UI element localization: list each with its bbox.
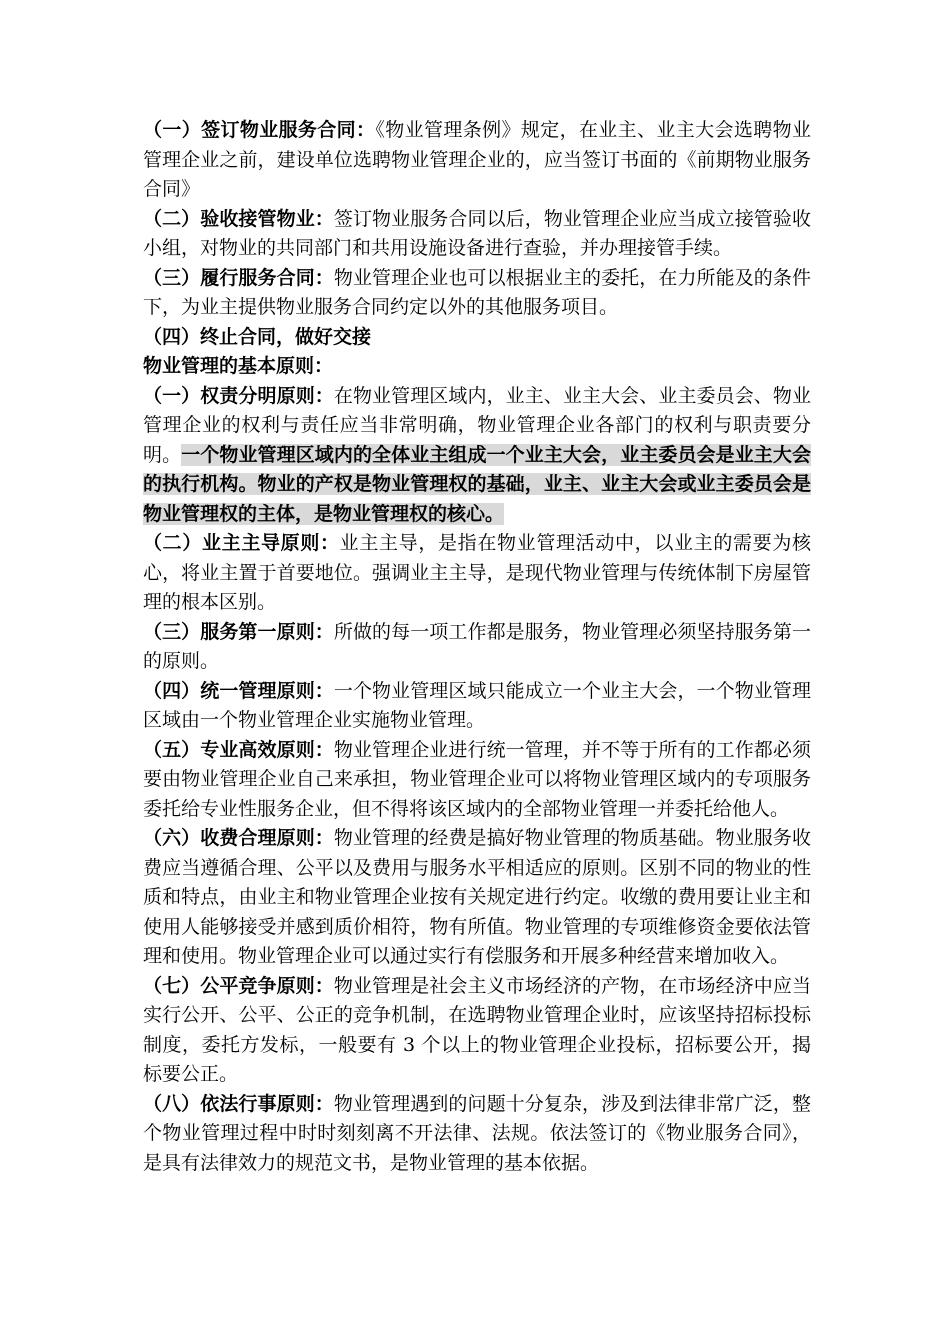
paragraph-act-by-law xyxy=(143,1090,811,1179)
paragraph-heading: （四）统一管理原则： xyxy=(143,679,334,702)
paragraph-body: 物业管理是社会主义市场经济的产物，在市场经济中应当实行公开、公平、公正的竞争机制，在选聘物业管理企业时，应该坚持招标投标制度，委托方发标，一般要有 3 个以上的物业管理企业投标，招标要公开，揭标要公正。 xyxy=(143,974,811,1085)
paragraph-perform-contract xyxy=(143,264,811,323)
paragraph-rights-responsibilities xyxy=(143,382,811,530)
paragraph-heading: （六）收费合理原则： xyxy=(143,827,334,849)
paragraph-body: 签订物业服务合同以后，物业管理企业应当成立接管验收小组，对物业的共同部门和共用设施设备进行查验，并办理接管手续。 xyxy=(143,207,811,259)
paragraph-heading: （五）专业高效原则： xyxy=(143,738,334,761)
paragraph-body: 《物业管理条例》规定，在业主、业主大会选聘物业管理企业之前，建设单位选聘物业管理企业的，应当签订书面的《前期物业服务合同》 xyxy=(143,119,811,200)
paragraph-owner-led xyxy=(143,529,811,618)
paragraph-professional-efficient xyxy=(143,736,811,825)
section-heading: 物业管理的基本原则： xyxy=(143,355,334,377)
paragraph-heading: （四）终止合同，做好交接 xyxy=(143,325,372,348)
paragraph-body: 物业管理企业进行统一管理，并不等于所有的工作都必须要由物业管理企业自己来承担，物业管理企业可以将物业管理区域内的专项服务委托给专业性服务企业，但不得将该区域内的全部物业管理一并委托给他人。 xyxy=(143,738,811,820)
paragraph-body: 物业管理企业也可以根据业主的委托，在力所能及的条件下，为业主提供物业服务合同约定以外的其他服务项目。 xyxy=(143,266,811,318)
paragraph-sign-contract xyxy=(143,116,811,205)
paragraph-fair-competition xyxy=(143,972,811,1090)
paragraph-heading: （三）履行服务合同： xyxy=(143,266,334,289)
paragraph-heading: （二）业主主导原则： xyxy=(143,532,340,554)
paragraph-body: 所做的每一项工作都是服务，物业管理必须坚持服务第一的原则。 xyxy=(143,620,811,672)
paragraph-service-first xyxy=(143,618,811,677)
section-title-basic-principles xyxy=(143,352,811,382)
paragraph-terminate-contract xyxy=(143,323,811,353)
document-page xyxy=(143,116,811,1178)
paragraph-body: 在物业管理区域内，业主、业主大会、业主委员会、物业管理企业的权利与责任应当非常明确，物业管理企业各部门的权利与职责要分明。 xyxy=(143,384,811,466)
paragraph-heading: （七）公平竞争原则： xyxy=(143,974,334,997)
paragraph-heading: （一）权责分明原则： xyxy=(143,384,334,407)
paragraph-reasonable-fees xyxy=(143,824,811,972)
highlighted-text: 一个物业管理区域内的全体业主组成一个业主大会，业主委员会是业主大会的执行机构。物业的产权是物业管理权的基础，业主、业主大会或业主委员会是物业管理权的主体，是物业管理权的核心。 xyxy=(143,443,811,525)
paragraph-body: 一个物业管理区域只能成立一个业主大会，一个物业管理区域由一个物业管理企业实施物业管理。 xyxy=(143,679,811,731)
paragraph-heading: （八）依法行事原则： xyxy=(143,1092,334,1115)
paragraph-heading: （二）验收接管物业： xyxy=(143,207,334,230)
paragraph-heading: （三）服务第一原则： xyxy=(143,620,334,643)
paragraph-unified-management xyxy=(143,677,811,736)
paragraph-heading: （一）签订物业服务合同： xyxy=(143,119,376,141)
paragraph-body: 物业管理的经费是搞好物业管理的物质基础。物业服务收费应当遵循合理、公平以及费用与服务水平相适应的原则。区别不同的物业的性质和特点，由业主和物业管理企业按有关规定进行约定。收缴的费用要让业主和使用人能够接受并感到质价相符，物有所值。物业管理的专项维修资金要依法管理和使用。物业管理企业可以通过实行有偿服务和开展多种经营来增加收入。 xyxy=(143,827,811,967)
paragraph-body: 业主主导，是指在物业管理活动中，以业主的需要为核心，将业主置于首要地位。强调业主主导，是现代物业管理与传统体制下房屋管理的根本区别。 xyxy=(143,532,811,613)
paragraph-accept-property xyxy=(143,205,811,264)
paragraph-body: 物业管理遇到的问题十分复杂，涉及到法律非常广泛，整个物业管理过程中时时刻刻离不开法律、法规。依法签订的《物业服务合同》，是具有法律效力的规范文书，是物业管理的基本依据。 xyxy=(143,1092,811,1174)
